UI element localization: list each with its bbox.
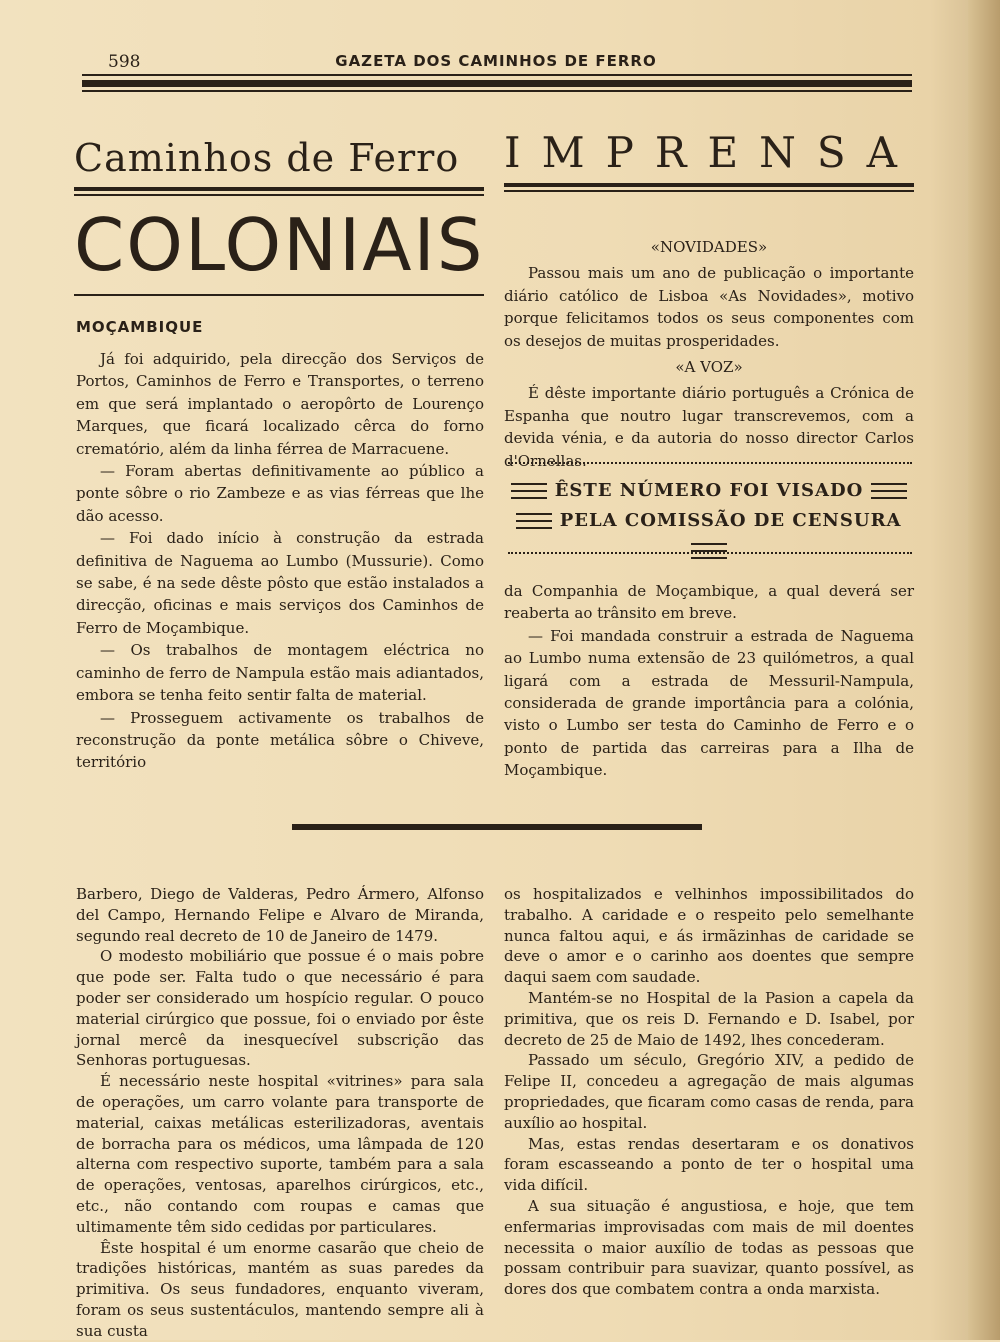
page-edge-shadow [968,0,1000,1340]
imprensa-rule-thin [504,190,914,192]
paragraph: — Foi dado início à construção da estrada definitiva de Naguema ao Lumbo (Mussurie). Como se sabe, é na sede dêste pôsto que estão instalados a direcção, oficinas e mais serviços dos Caminhos de Ferro de Moçambique. [76,529,484,637]
header-rule-thin [82,74,912,76]
article-coloniais-body [76,348,484,774]
censor-line-2: PELA COMISSÃO DE CENSURA [559,510,902,531]
paragraph: A sua situação é angustiosa, e hoje, que tem enfermarias improvisadas com mais de mil doentes necessita o maior auxílio de todas as pessoas que possam contribuir para suavizar, quanto possível, as dores dos que combatem contra a onda marxista. [504,1196,914,1299]
paragraph: — Foram abertas definitivamente ao público a ponte sôbre o rio Zambeze e as vias férreas que lhe dão acesso. [76,462,484,525]
title-rule-thin [74,194,484,196]
journal-title: GAZETA DOS CAMINHOS DE FERRO [335,52,657,70]
paragraph: Barbero, Diego de Valderas, Pedro Ármero, Alfonso del Campo, Hernando Felipe e Alvaro de Miranda, segundo real decreto de 10 de Janeiro de 1479. [76,885,484,945]
article-imprensa-body [504,232,914,472]
article-coloniais-continuation [504,580,914,782]
censor-dotted-rule-top [508,462,912,464]
ornament-bar [871,483,907,499]
censor-line-1: ÊSTE NÚMERO FOI VISADO [554,480,864,501]
censor-dotted-rule-bottom [508,552,912,554]
paragraph: É dêste importante diário português a Crónica de Espanha que noutro lugar transcrevemos, com a devida vénia, e da autoria do nosso director Carlos d'Ornellas. [504,384,914,470]
ornament-bar [516,513,552,529]
page-header [80,48,912,72]
item-heading-novidades: «NOVIDADES» [650,238,768,256]
header-rule-thin-lower [82,90,912,92]
paragraph: Passou mais um ano de publicação o importante diário católico de Lisboa «As Novidades», motivo porque felicitamos todos os seus componentes com os desejos de muitas prosperidades. [504,264,914,350]
paragraph: Mas, estas rendas desertaram e os donativos foram escasseando a ponto de ter o hospital uma vida difícil. [504,1134,914,1195]
paragraph: Já foi adquirido, pela direcção dos Serviços de Portos, Caminhos de Ferro e Transportes, o terreno em que será implantado o aeropôrto de Lourenço Marques, que ficará localizado cêrca do forno crematório, além da linha férrea de Marracuene. [76,350,484,458]
paragraph: da Companhia de Moçambique, a qual deverá ser reaberta ao trânsito em breve. [504,582,914,623]
section-title-caminhos: Caminhos de Ferro [74,136,460,180]
page-number: 598 [108,52,141,72]
section-title-coloniais: COLONIAIS [74,203,485,287]
imprensa-rule [504,183,914,187]
paragraph: É necessário neste hospital «vitrines» para sala de operações, um carro volante para transporte de material, caixas metálicas esterilizadoras, aventais de borracha para os médicos, uma lâmpada de 120 alterna com respectivo suporte, também para a sala de operações, ventosas, aparelhos cirúrgicos, etc., etc., não contando com roupas e camas que ultimamente têm sido cedidas por particulares. [76,1072,484,1236]
coloniais-rule [74,294,484,296]
subhead-mocambique: MOÇAMBIQUE [76,318,204,336]
paragraph: Passado um século, Gregório XIV, a pedido de Felipe II, concedeu a agregação de mais algumas propriedades, que ficaram como casas de renda, para auxílio ao hospital. [504,1051,914,1132]
header-rule-thick [82,80,912,87]
paragraph: O modesto mobiliário que possue é o mais pobre que pode ser. Falta tudo o que necessário é para poder ser considerado um hospício regular. O pouco material cirúrgico que possue, foi o enviado por êste jornal mercê da inesquecível subscrição das Senhoras portuguesas. [76,947,484,1070]
section-separator [292,824,702,830]
section-title-imprensa: IMPRENSA [504,128,918,177]
ornament-bar [511,483,547,499]
title-rule [74,187,484,191]
paragraph: Mantém-se no Hospital de la Pasion a capela da primitiva, que os reis D. Fernando e D. Isabel, por decreto de 25 de Maio de 1492, lhes concederam. [504,988,914,1049]
paragraph: Êste hospital é um enorme casarão que cheio de tradições históricas, mantém as suas paredes da primitiva. Os seus fundadores, enquanto viveram, foram os seus sustentáculos, mantendo sempre ali à sua custa [76,1238,484,1340]
paragraph: — Os trabalhos de montagem eléctrica no caminho de ferro de Nampula estão mais adiantados, embora se tenha feito sentir falta de material. [76,641,484,705]
lower-article-right [504,884,914,1300]
lower-article-left [76,884,484,1342]
paragraph: — Foi mandada construir a estrada de Naguema ao Lumbo numa extensão de 23 quilómetros, a qual ligará com a estrada de Messuril-Nampula, considerada de grande importância para a colónia, visto o Lumbo ser testa do Caminho de Ferro e o ponto de partida das carreiras para a Ilha de Moçambique. [504,626,914,780]
paragraph: os hospitalizados e velhinhos impossibilitados do trabalho. A caridade e o respeito pelo semelhante nunca faltou aqui, e ás irmãzinhas de caridade se deve o amor e o carinho aos doentes que sempre daqui saem com saudade. [504,885,914,987]
paragraph: — Prosseguem activamente os trabalhos de reconstrução da ponte metálica sôbre o Chiveve, território [76,708,484,772]
item-heading-a-voz: «A VOZ» [675,358,743,377]
ornament-bar [691,543,727,559]
